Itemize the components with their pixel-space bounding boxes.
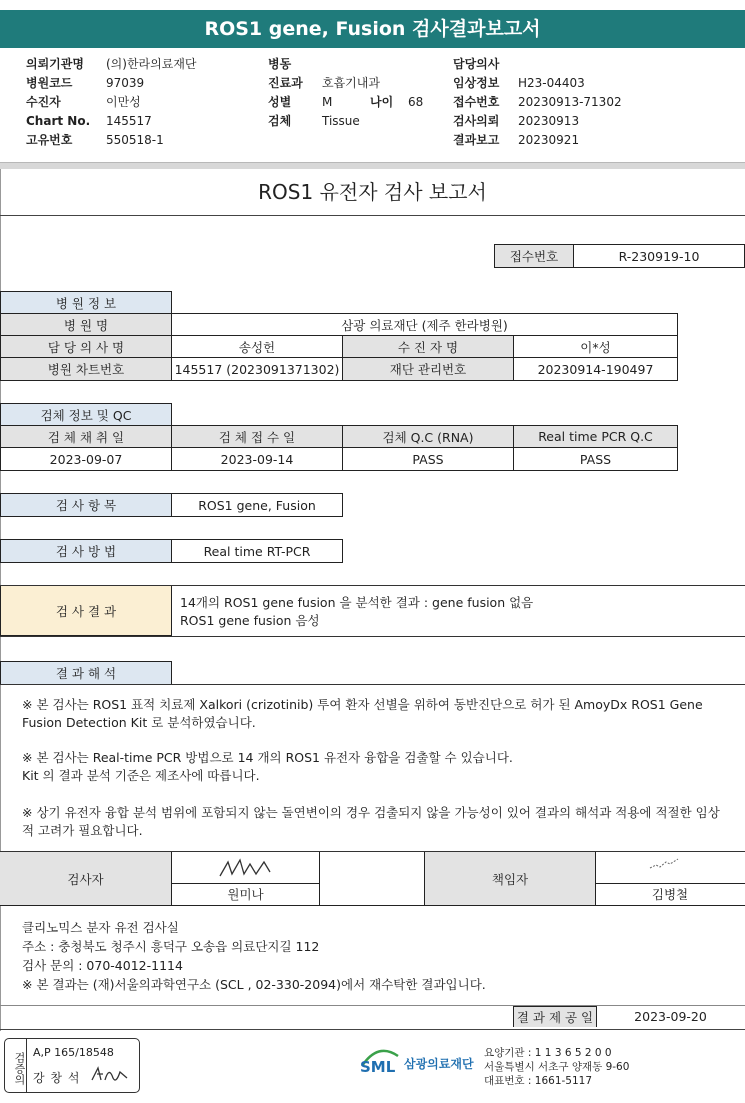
section-hospital-info: 병 원 정 보 — [0, 291, 172, 314]
report-bottom-line — [0, 1029, 745, 1030]
title-divider — [0, 215, 745, 216]
specimen-header: 검 체 채 취 일 — [0, 425, 172, 448]
header-field: Chart No. 145517 — [26, 114, 152, 128]
stamp-line-2: 강 창 석 — [33, 1071, 81, 1085]
specimen-value: PASS — [513, 447, 678, 471]
responsible-label: 책임자 — [424, 852, 596, 906]
result-bottom-line — [0, 636, 745, 637]
interpretation-label: 결 과 해 석 — [0, 661, 172, 685]
provide-date-label: 결 과 제 공 일 — [513, 1006, 597, 1027]
header-field: 의뢰기관명 (의)한라의료재단 — [26, 57, 197, 71]
specimen-header: Real time PCR Q.C — [513, 425, 678, 448]
report-title-bar: ROS1 gene, Fusion 검사결과보고서 — [0, 10, 745, 48]
report-title: ROS1 유전자 검사 보고서 — [258, 180, 487, 204]
lab-note: ※ 본 결과는 (재)서울의과학연구소 (SCL , 02-330-2094)에서 재수탁한 결과입니다. — [22, 977, 486, 992]
address-line: 대표번호 : 1661-5117 — [484, 1075, 593, 1087]
hospital-name-label: 병 원 명 — [0, 313, 172, 336]
foundation-address — [484, 1046, 629, 1088]
interpretation-paragraph-2 — [22, 749, 722, 785]
patient-value: 이*성 — [513, 335, 678, 358]
hospital-name-value: 삼광 의료재단 (제주 한라병원) — [171, 313, 678, 336]
header-field: 임상정보 H23-04403 — [453, 76, 585, 90]
responsible-signature-icon — [648, 856, 680, 872]
interpretation-top-line — [0, 684, 745, 685]
provide-date-value: 2023-09-20 — [634, 1009, 707, 1024]
specimen-value: 2023-09-07 — [0, 447, 172, 471]
header-col-2 — [268, 55, 423, 131]
test-item-value: ROS1 gene, Fusion — [171, 493, 343, 517]
responsible-name: 김병철 — [651, 887, 689, 902]
patient-label: 수 진 자 명 — [342, 335, 514, 358]
header-col-3 — [453, 55, 622, 150]
header-field: 수진자 이만성 — [26, 95, 141, 109]
header-field: 검사의뢰 20230913 — [453, 114, 580, 128]
interpretation-line: ※ 본 검사는 Real-time PCR 방법으로 14 개의 ROS1 유전자 융합을 검출할 수 있습니다. — [22, 750, 513, 765]
specimen-value: PASS — [342, 447, 514, 471]
lab-phone: 검사 문의 : 070-4012-1114 — [22, 958, 183, 973]
header-field-dept: 진료과 호흡기내과 — [268, 76, 380, 90]
result-text — [180, 594, 533, 630]
specimen-header: 검 체 접 수 일 — [171, 425, 343, 448]
test-method-value: Real time RT-PCR — [171, 539, 343, 563]
responsible-name-divider — [595, 883, 745, 884]
stamp-signature-icon — [89, 1064, 131, 1086]
lab-address: 주소 : 충청북도 청주시 흥덕구 오송읍 의료단지길 112 — [22, 939, 320, 954]
management-number-label: 재단 관리번호 — [342, 357, 514, 381]
header-field-sex-age: 성별 M 나이 68 — [268, 95, 424, 109]
header-field: 고유번호 550518-1 — [26, 133, 164, 147]
separator-band — [0, 162, 745, 169]
stamp-side-label: 검증의 — [5, 1039, 27, 1092]
stamp-line-1: A,P 165/18548 — [33, 1046, 114, 1059]
header-field: 접수번호 20230913-71302 — [453, 95, 622, 109]
tester-name: 원미나 — [227, 887, 264, 902]
management-number-value: 20230914-190497 — [513, 357, 678, 381]
receipt-label: 접수번호 — [494, 244, 574, 268]
header-col-1 — [26, 55, 197, 150]
header-field: 병원코드 97039 — [26, 76, 145, 90]
doctor-label: 담 당 의 사 명 — [0, 335, 172, 358]
doctor-value: 송성헌 — [171, 335, 343, 358]
result-line-2: ROS1 gene fusion 음성 — [180, 613, 320, 628]
test-method-label: 검 사 방 법 — [0, 539, 172, 563]
chart-number-label: 병원 차트번호 — [0, 357, 172, 381]
lab-name: 클리노믹스 분자 유전 검사실 — [22, 920, 179, 935]
tester-label: 검사자 — [0, 852, 172, 906]
receipt-value: R-230919-10 — [573, 244, 745, 268]
chart-number-value: 145517 (2023091371302) — [171, 357, 343, 381]
specimen-header: 검체 Q.C (RNA) — [342, 425, 514, 448]
tester-name-divider — [171, 883, 320, 884]
header-field: 담당의사 — [453, 57, 500, 71]
address-line: 요양기관 : 1 1 3 6 5 2 0 0 — [484, 1047, 612, 1059]
interpretation-line: Kit 의 결과 분석 기준은 제조사에 따릅니다. — [22, 768, 260, 783]
tester-signature-icon — [218, 856, 274, 880]
svg-text:SML: SML — [360, 1058, 396, 1076]
verification-stamp — [4, 1038, 140, 1093]
sml-foundation-name: 삼광의료재단 — [404, 1057, 474, 1071]
header-field: 결과보고 20230921 — [453, 133, 580, 147]
address-line: 서울특별시 서초구 양재동 9-60 — [484, 1061, 630, 1073]
header-field-ward: 병동 — [268, 57, 292, 71]
result-line-1: 14개의 ROS1 gene fusion 을 분석한 결과 : gene fusion 없음 — [180, 595, 534, 610]
blank-cell — [319, 852, 425, 906]
specimen-value: 2023-09-14 — [171, 447, 343, 471]
sml-logo-icon — [358, 1046, 400, 1076]
test-item-label: 검 사 항 목 — [0, 493, 172, 517]
result-label: 검 사 결 과 — [0, 586, 172, 636]
section-specimen-qc: 검체 정보 및 QC — [0, 403, 172, 426]
interpretation-paragraph-1: ※ 본 검사는 ROS1 표적 치료제 Xalkori (crizotinib) 투여 환자 선별을 위하여 동반진단으로 허가 된 AmoyDx ROS1 Gene Fusion Detection Kit 로 분석하였습니다. — [22, 697, 703, 730]
interpretation-paragraph-3: ※ 상기 유전자 융합 분석 범위에 포함되지 않는 돌연변이의 경우 검출되지 않을 가능성이 있어 결과의 해석과 적용에 적절한 임상적 고려가 필요합니다. — [22, 805, 720, 838]
header-field-specimen: 검체 Tissue — [268, 114, 360, 128]
